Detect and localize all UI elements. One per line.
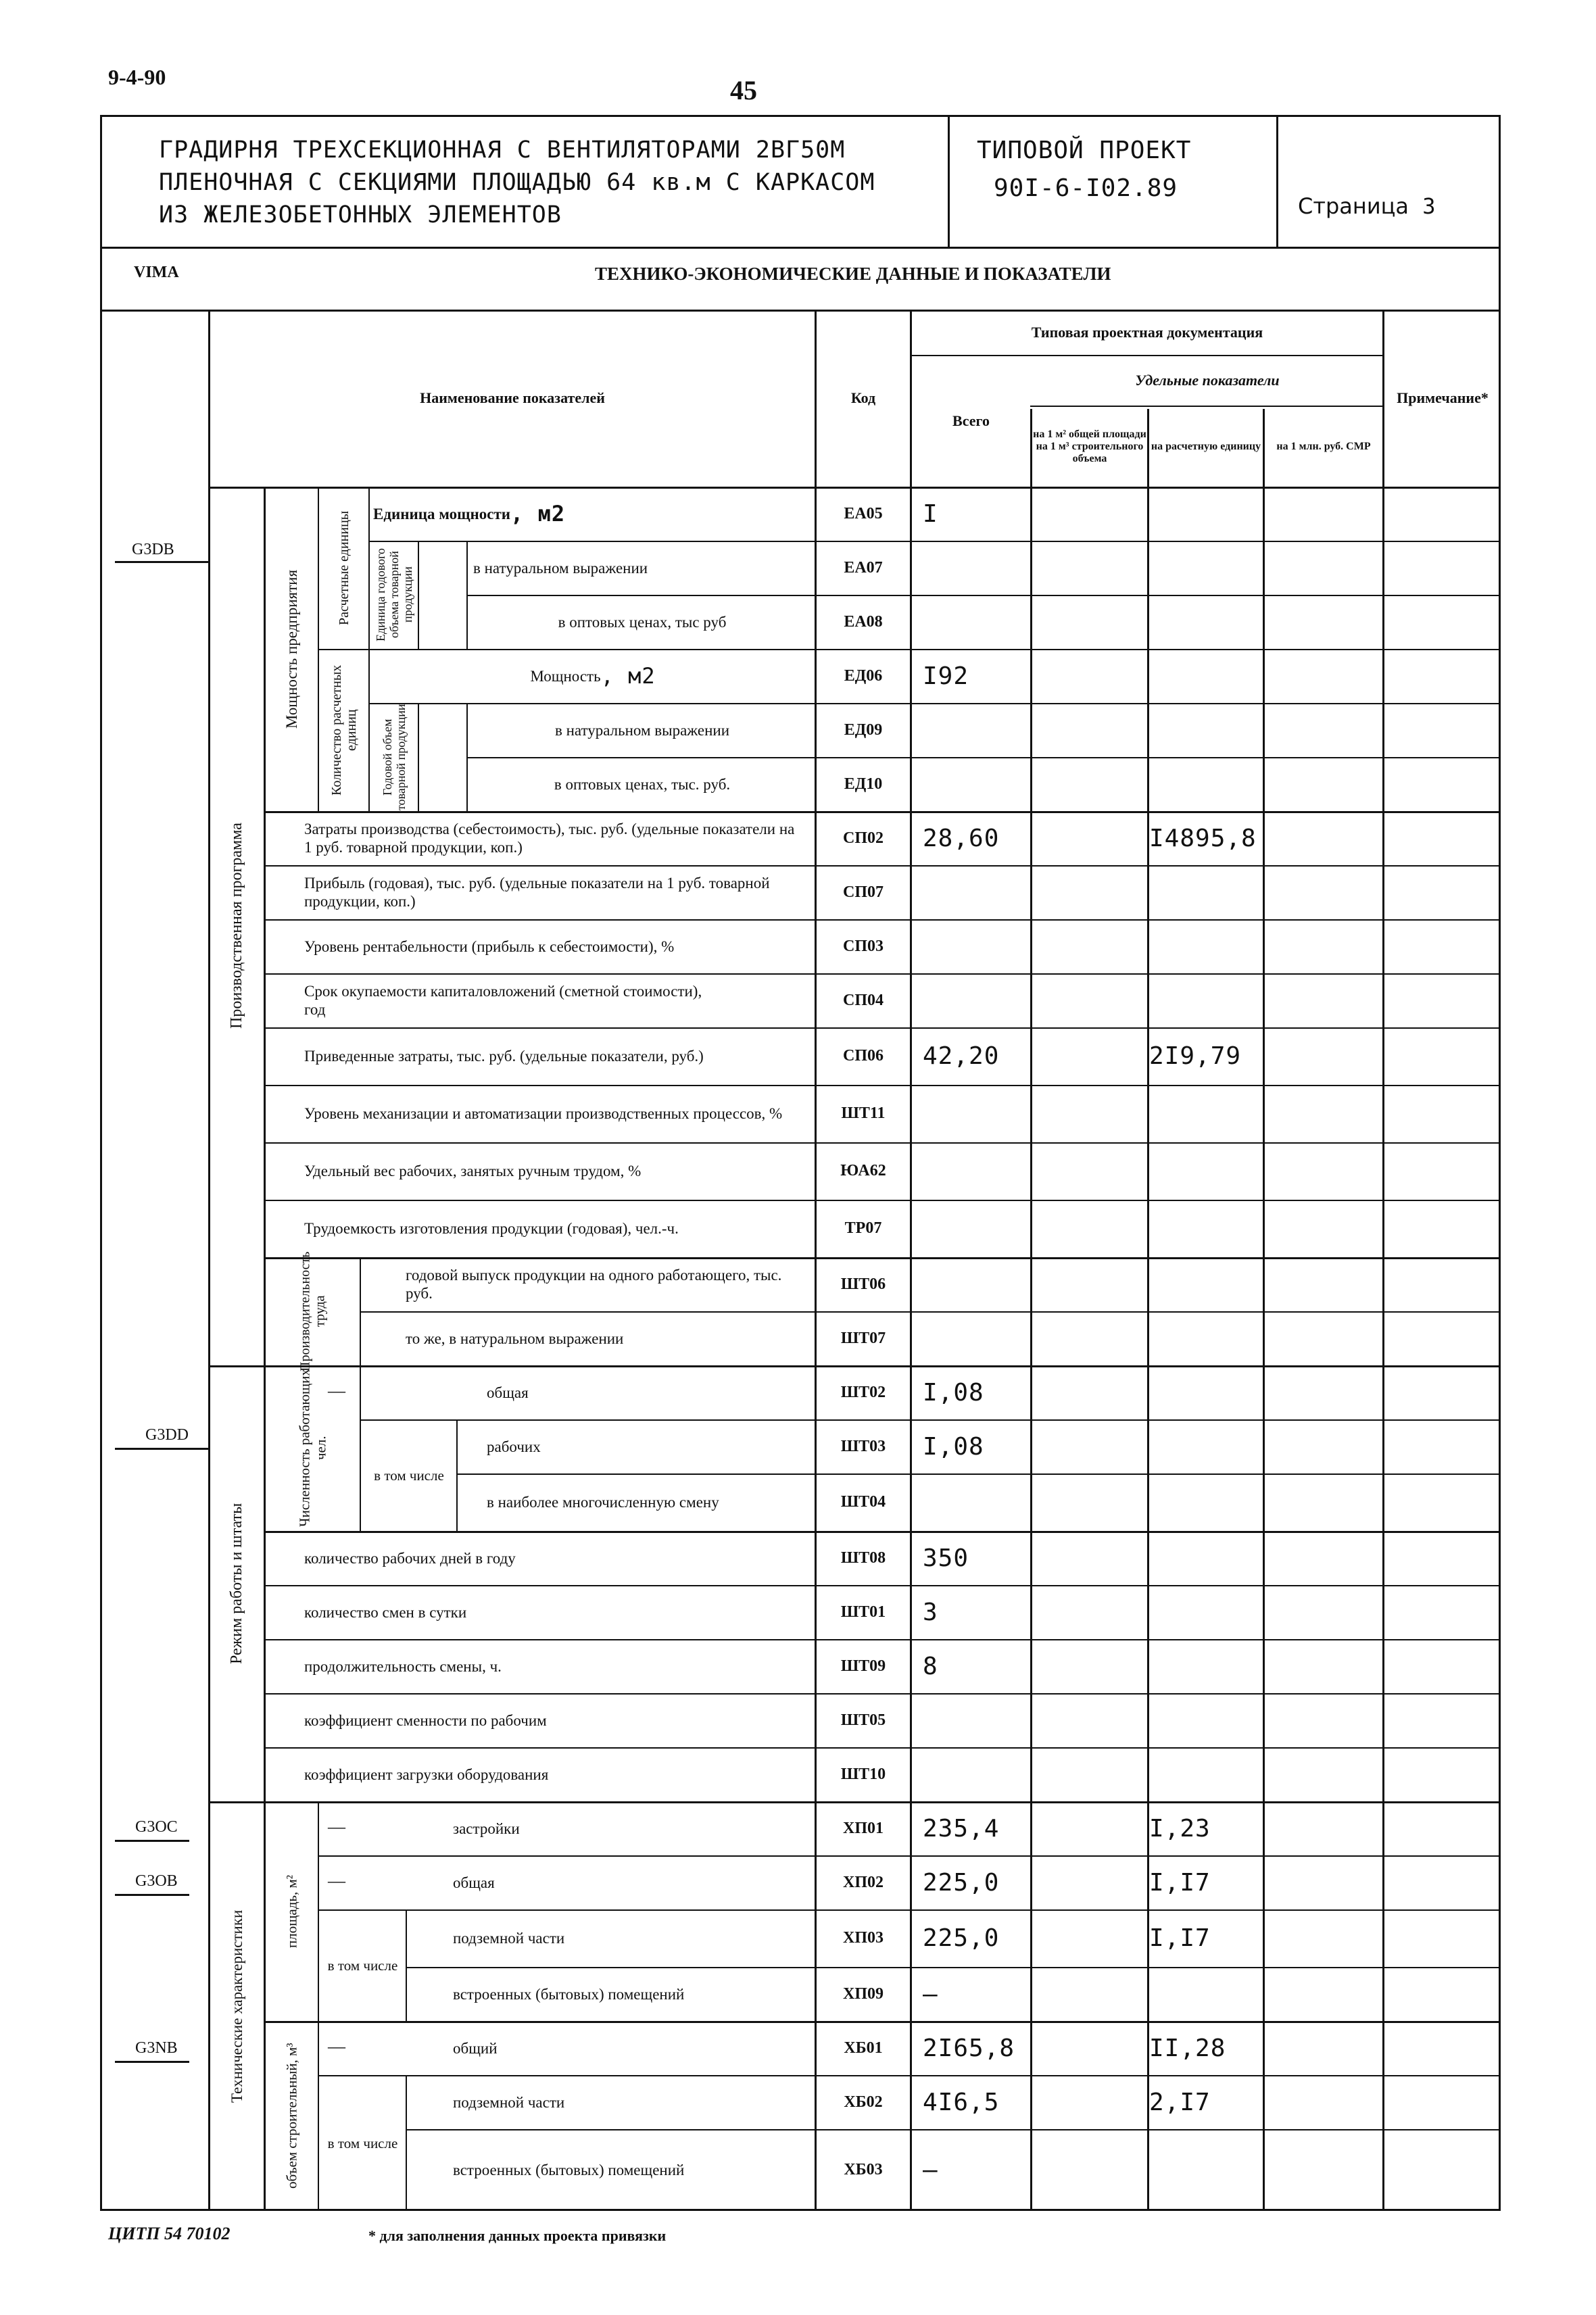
row-label	[373, 487, 813, 541]
row-per-unit	[1149, 2129, 1261, 2211]
col-per-mln-header: на 1 млн. руб. СМР	[1276, 441, 1371, 452]
row-per-unit	[1149, 1747, 1261, 1801]
row-total: 225,0	[923, 1924, 1000, 1952]
row-label: Уровень рентабельности (прибыль к себестоимости), %	[304, 937, 675, 955]
row-code: ЕД10	[844, 775, 883, 793]
row-label: общая	[487, 1384, 529, 1401]
row-total: 235,4	[923, 1814, 1000, 1843]
row-per-unit	[1149, 1200, 1261, 1257]
row-code: ЕА07	[844, 558, 883, 577]
row-label: в натуральном выражении	[554, 721, 730, 739]
row-label: Приведенные затраты, тыс. руб. (удельные показатели, руб.)	[304, 1048, 704, 1065]
row-per-unit	[1149, 1473, 1261, 1531]
row-per-unit	[1149, 487, 1261, 541]
row-per-unit	[1149, 973, 1261, 1027]
row-label: Уровень механизации и автоматизации производственных процессов, %	[304, 1105, 783, 1122]
side-marker: G3OC	[135, 1818, 178, 1836]
row-code: ШТ05	[840, 1711, 886, 1729]
row-label: Удельный вес рабочих, занятых ручным трудом, %	[304, 1163, 642, 1179]
row-total	[923, 757, 1027, 811]
group-production: Производственная программа	[228, 823, 245, 1029]
col-note-header: Примечание*	[1397, 389, 1489, 406]
row-label: то же, в натуральном выражении	[406, 1330, 624, 1347]
group-incl-area: в том числе	[327, 1957, 398, 1974]
col-total-header: Всего	[952, 412, 990, 429]
row-total: 8	[923, 1652, 938, 1680]
row-code: СП06	[843, 1047, 884, 1065]
row-total	[923, 919, 1027, 973]
row-code: ХП09	[843, 1984, 884, 2003]
row-code: ЕА05	[844, 504, 883, 522]
group-incl-headcount: в том числе	[374, 1467, 444, 1484]
row-label: Трудоемкость изготовления продукции (годовая), чел.-ч.	[304, 1220, 679, 1237]
project-label: ТИПОВОЙ ПРОЕКТ	[977, 137, 1192, 164]
row-code: ЕД09	[844, 721, 883, 739]
project-number: 90I-6-I02.89	[994, 174, 1178, 202]
row-label: встроенных (бытовых) помещений	[453, 1985, 685, 2003]
row-code: ШТ02	[840, 1383, 886, 1401]
row-total: 4I6,5	[923, 2088, 1000, 2116]
row-total: –	[923, 2156, 938, 2184]
row-per-unit: 2I9,79	[1149, 1042, 1242, 1070]
row-total	[923, 1257, 1027, 1311]
group-headcount: Численность работающих чел.	[296, 1369, 329, 1528]
row-per-unit	[1149, 1365, 1261, 1419]
row-label: общий	[453, 2039, 498, 2057]
row-label: встроенных (бытовых) помещений	[453, 2162, 685, 2178]
row-total: 225,0	[923, 1868, 1000, 1897]
row-code: ЕД06	[844, 666, 883, 685]
col-typical-header: Типовая проектная документация	[1031, 323, 1263, 341]
row-per-unit: I,I7	[1149, 1924, 1211, 1952]
title-line: ПЛЕНОЧНАЯ С СЕКЦИЯМИ ПЛОЩАДЬЮ 64 кв.м С КАРКАСОМ	[159, 169, 875, 196]
row-code: ШТ07	[840, 1329, 886, 1347]
group-unit-annual: Единица годового объема товарной продукции	[374, 547, 414, 642]
col-name-header: Наименование показателей	[420, 389, 605, 406]
dash-mark: —	[328, 2037, 345, 2056]
group-capacity: Мощность предприятия	[283, 569, 300, 729]
row-label: в оптовых ценах, тыс. руб.	[554, 775, 731, 793]
row-total: 2I65,8	[923, 2034, 1015, 2062]
row-per-unit: I4895,8	[1149, 824, 1257, 852]
row-per-unit	[1149, 703, 1261, 757]
page-label: Страница	[1298, 193, 1409, 219]
row-code: ЕА08	[844, 612, 883, 631]
group-volume: объем строительный, м³	[283, 2043, 300, 2189]
row-label: количество смен в сутки	[304, 1603, 467, 1621]
dash-mark: —	[328, 1817, 345, 1836]
title-line: ИЗ ЖЕЛЕЗОБЕТОННЫХ ЭЛЕМЕНТОВ	[159, 201, 562, 228]
row-total: 42,20	[923, 1042, 1000, 1070]
row-label: коэффициент сменности по рабочим	[304, 1711, 547, 1729]
page-value: 3	[1422, 193, 1436, 219]
row-total	[923, 1473, 1027, 1531]
side-marker: G3NB	[135, 2039, 178, 2057]
row-label: Срок окупаемости капиталовложений (сметной стоимости), год	[304, 983, 702, 1018]
row-label: подземной части	[453, 2093, 565, 2111]
row-total	[923, 1747, 1027, 1801]
row-total	[923, 1142, 1027, 1200]
form-code: VIMA	[134, 264, 179, 281]
row-per-unit	[1149, 649, 1261, 703]
row-per-unit	[1149, 757, 1261, 811]
group-tech: Технические характеристики	[228, 1909, 245, 2103]
row-code: ТР07	[844, 1219, 882, 1237]
row-total: I,08	[923, 1432, 984, 1461]
row-label: в оптовых ценах, тыс руб	[558, 613, 727, 631]
row-total: I92	[923, 662, 969, 690]
row-total: –	[923, 1980, 938, 2008]
row-per-unit	[1149, 1531, 1261, 1585]
row-per-unit	[1149, 1419, 1261, 1473]
row-code: ШТ08	[840, 1549, 886, 1567]
row-per-unit	[1149, 595, 1261, 649]
row-code: ХП03	[843, 1929, 884, 1947]
dash-mark: —	[328, 1381, 345, 1400]
page-indicator	[1298, 193, 1435, 219]
row-total	[923, 1085, 1027, 1142]
table-title: ТЕХНИКО-ЭКОНОМИЧЕСКИЕ ДАННЫЕ И ПОКАЗАТЕЛИ	[595, 264, 1111, 284]
row-code: ХП02	[843, 1873, 884, 1891]
col-code-header: Код	[850, 389, 876, 406]
row-code: СП07	[843, 883, 884, 901]
row-label: количество рабочих дней в году	[304, 1549, 516, 1567]
group-regime: Режим работы и штаты	[228, 1503, 245, 1664]
row-code: ШТ06	[840, 1275, 886, 1293]
footer-stamp: ЦИТП 54 70102	[108, 2224, 231, 2243]
row-label	[373, 649, 813, 703]
footer-note: * для заполнения данных проекта привязки	[368, 2227, 667, 2244]
row-code: СП03	[843, 937, 884, 955]
row-label: рабочих	[487, 1438, 541, 1455]
row-code: СП02	[843, 829, 884, 847]
row-label: подземной части	[453, 1930, 565, 1947]
row-total	[923, 973, 1027, 1027]
row-per-unit	[1149, 1257, 1261, 1311]
row-code: ШТ03	[840, 1437, 886, 1455]
row-label: в натуральном выражении	[473, 559, 648, 577]
row-per-unit	[1149, 1142, 1261, 1200]
side-marker: G3OB	[135, 1872, 178, 1890]
row-total	[923, 703, 1027, 757]
row-label: застройки	[453, 1820, 520, 1837]
row-code: ШТ11	[841, 1104, 886, 1122]
row-total	[923, 1200, 1027, 1257]
row-per-unit	[1149, 1967, 1261, 2021]
row-code: ШТ09	[840, 1657, 886, 1675]
title-line: ГРАДИРНЯ ТРЕХСЕКЦИОННАЯ С ВЕНТИЛЯТОРАМИ 2ВГ50М	[159, 137, 846, 164]
row-code: ШТ04	[840, 1493, 886, 1511]
row-total	[923, 595, 1027, 649]
row-label: годовой выпуск продукции на одного работающего, тыс. руб.	[406, 1267, 782, 1302]
row-total	[923, 865, 1027, 919]
row-label: коэффициент загрузки оборудования	[304, 1765, 549, 1783]
group-area: площадь, м²	[283, 1874, 300, 1948]
row-total	[923, 1693, 1027, 1747]
row-code: ХБ03	[844, 2161, 883, 2178]
row-total	[923, 541, 1027, 595]
row-per-unit	[1149, 919, 1261, 973]
row-label: общая	[453, 1874, 495, 1891]
side-marker: G3DD	[145, 1426, 189, 1444]
side-marker: G3DB	[132, 541, 174, 558]
document-title	[159, 134, 875, 231]
group-calc-units: Расчетные единицы	[337, 510, 352, 625]
row-unit: , м2	[600, 662, 656, 689]
row-per-unit	[1149, 1639, 1261, 1693]
row-per-unit	[1149, 1311, 1261, 1365]
row-code: ШТ01	[840, 1603, 886, 1621]
row-total: 28,60	[923, 824, 1000, 852]
col-specific-header: Удельные показатели	[1135, 371, 1280, 389]
row-label: продолжительность смены, ч.	[304, 1657, 502, 1675]
row-label: в наиболее многочисленную смену	[487, 1494, 719, 1511]
group-annual-volume: Годовой объем товарной продукции	[381, 704, 408, 810]
row-total: I,08	[923, 1378, 984, 1407]
row-name: Единица мощности	[373, 505, 511, 522]
row-per-unit	[1149, 541, 1261, 595]
row-code: СП04	[843, 991, 884, 1009]
row-total	[923, 1311, 1027, 1365]
row-per-unit	[1149, 1085, 1261, 1142]
row-total: I	[923, 499, 938, 528]
row-code: ШТ10	[840, 1765, 886, 1783]
col-per-unit-header: на расчетную единицу	[1151, 441, 1261, 452]
row-name: Мощность	[530, 667, 601, 685]
col-per-m2-header: на 1 м² общей площади на 1 м³ строительного объема	[1033, 429, 1146, 464]
date-stamp: 9-4-90	[108, 65, 166, 89]
row-per-unit	[1149, 1585, 1261, 1639]
row-per-unit: 2,I7	[1149, 2088, 1211, 2116]
row-per-unit	[1149, 865, 1261, 919]
group-labor-productivity: Производительность труда	[297, 1251, 328, 1371]
row-label: Прибыль (годовая), тыс. руб. (удельные показатели на 1 руб. товарной продукции, коп.)	[304, 875, 770, 910]
row-unit: , м2	[510, 500, 566, 527]
row-code: ХБ02	[844, 2093, 883, 2111]
row-code: ЮА62	[840, 1162, 886, 1179]
group-qty-units: Количество расчетных единиц	[329, 664, 359, 796]
group-incl-volume: в том числе	[327, 2135, 398, 2151]
row-total: 3	[923, 1598, 938, 1626]
row-per-unit: II,28	[1149, 2034, 1226, 2062]
row-code: ХП01	[843, 1819, 884, 1837]
sheet-number: 45	[730, 75, 757, 105]
row-per-unit: I,23	[1149, 1814, 1211, 1843]
row-per-unit	[1149, 1693, 1261, 1747]
row-code: ХБ01	[844, 2039, 883, 2057]
dash-mark: —	[328, 1871, 345, 1891]
row-total: 350	[923, 1544, 969, 1572]
row-label: Затраты производства (себестоимость), тыс. руб. (удельные показатели на 1 руб. товарной продукции, коп.)	[304, 821, 795, 856]
row-per-unit: I,I7	[1149, 1868, 1211, 1897]
